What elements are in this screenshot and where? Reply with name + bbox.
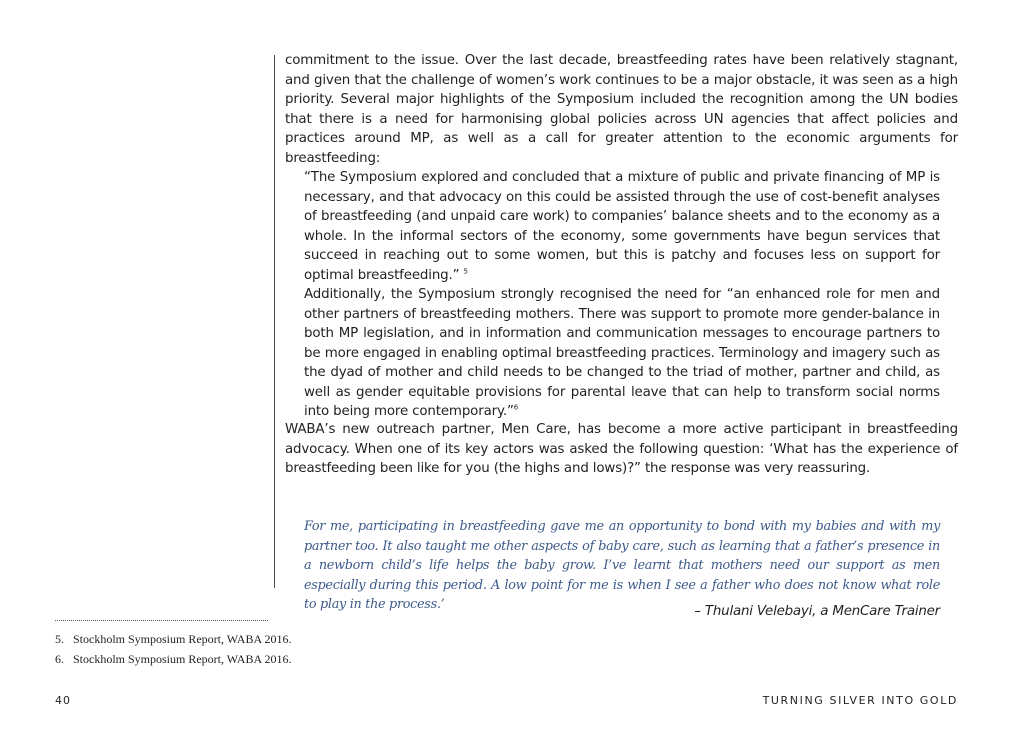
footnote-number: 5. <box>55 632 64 646</box>
block-quote-2-text: Additionally, the Symposium strongly recognised the need for “an enhanced role for men and other partners of breastfeeding mothers. There was support to promote more gender-balance in both MP legislation, and in information and communication messages to encourage partners to be more engaged in enabling optimal breastfeeding practices. Terminology and imagery such as the dyad of mother and child needs to be changed to the triad of mother, partner and child, as well as gender equitable provisions for parental leave that can help to transform social norms into being more contemporary.” <box>304 287 940 419</box>
running-title: TURNING SILVER INTO GOLD <box>762 694 958 707</box>
footnote-ref-6: 6 <box>513 403 519 412</box>
block-quote-1 <box>304 168 940 285</box>
footnote-text: Stockholm Symposium Report, WABA 2016. <box>73 632 292 646</box>
testimonial-quote: For me, participating in breastfeeding gave me an opportunity to bond with my babies and with my partner too. It also taught me other aspects of baby care, such as learning that a father’s presence in a newborn child’s life helps the baby grow. I’ve learnt that mothers need our support as men especially during this period. A low point for me is when I see a father who does not know what role to play in the process.’ <box>304 519 940 612</box>
margin-rule <box>274 55 275 588</box>
footnote-divider <box>55 620 268 621</box>
body-paragraph-2: WABA’s new outreach partner, Men Care, has become a more active participant in breastfeeding advocacy. When one of its key actors was asked the following question: ‘What has the experience of breastfeeding been like for you (the highs and lows)?” the response was very reassuring. <box>285 422 958 476</box>
body-paragraph-1: commitment to the issue. Over the last decade, breastfeeding rates have been relatively stagnant, and given that the challenge of women’s work continues to be a major obstacle, it was seen as a high priority. Several major highlights of the Symposium included the recognition among the UN bodies that there is a need for harmonising global policies across UN agencies that affect policies and practices around MP, as well as a call for greater attention to the economic arguments for breastfeeding: <box>285 53 958 166</box>
footnote-number: 6. <box>55 652 64 666</box>
block-quote-1-text: “The Symposium explored and concluded that a mixture of public and private financing of MP is necessary, and that advocacy on this could be assisted through the use of cost-benefit analyses of breastfeeding (and unpaid care work) to companies’ balance sheets and to the economy as a whole. In the informal sectors of the economy, some governments have begun services that succeed in reaching out to some women, but this is patchy and focuses less on support for optimal breastfeeding.” <box>304 170 940 283</box>
footnote-ref-5: 5 <box>463 267 468 276</box>
footnote-text: Stockholm Symposium Report, WABA 2016. <box>73 652 292 666</box>
footnote-5 <box>55 632 291 647</box>
testimonial-attribution: – Thulani Velebayi, a MenCare Trainer <box>694 604 940 619</box>
footnote-6 <box>55 652 291 667</box>
block-quote-2 <box>304 285 940 422</box>
page-number: 40 <box>55 694 71 707</box>
